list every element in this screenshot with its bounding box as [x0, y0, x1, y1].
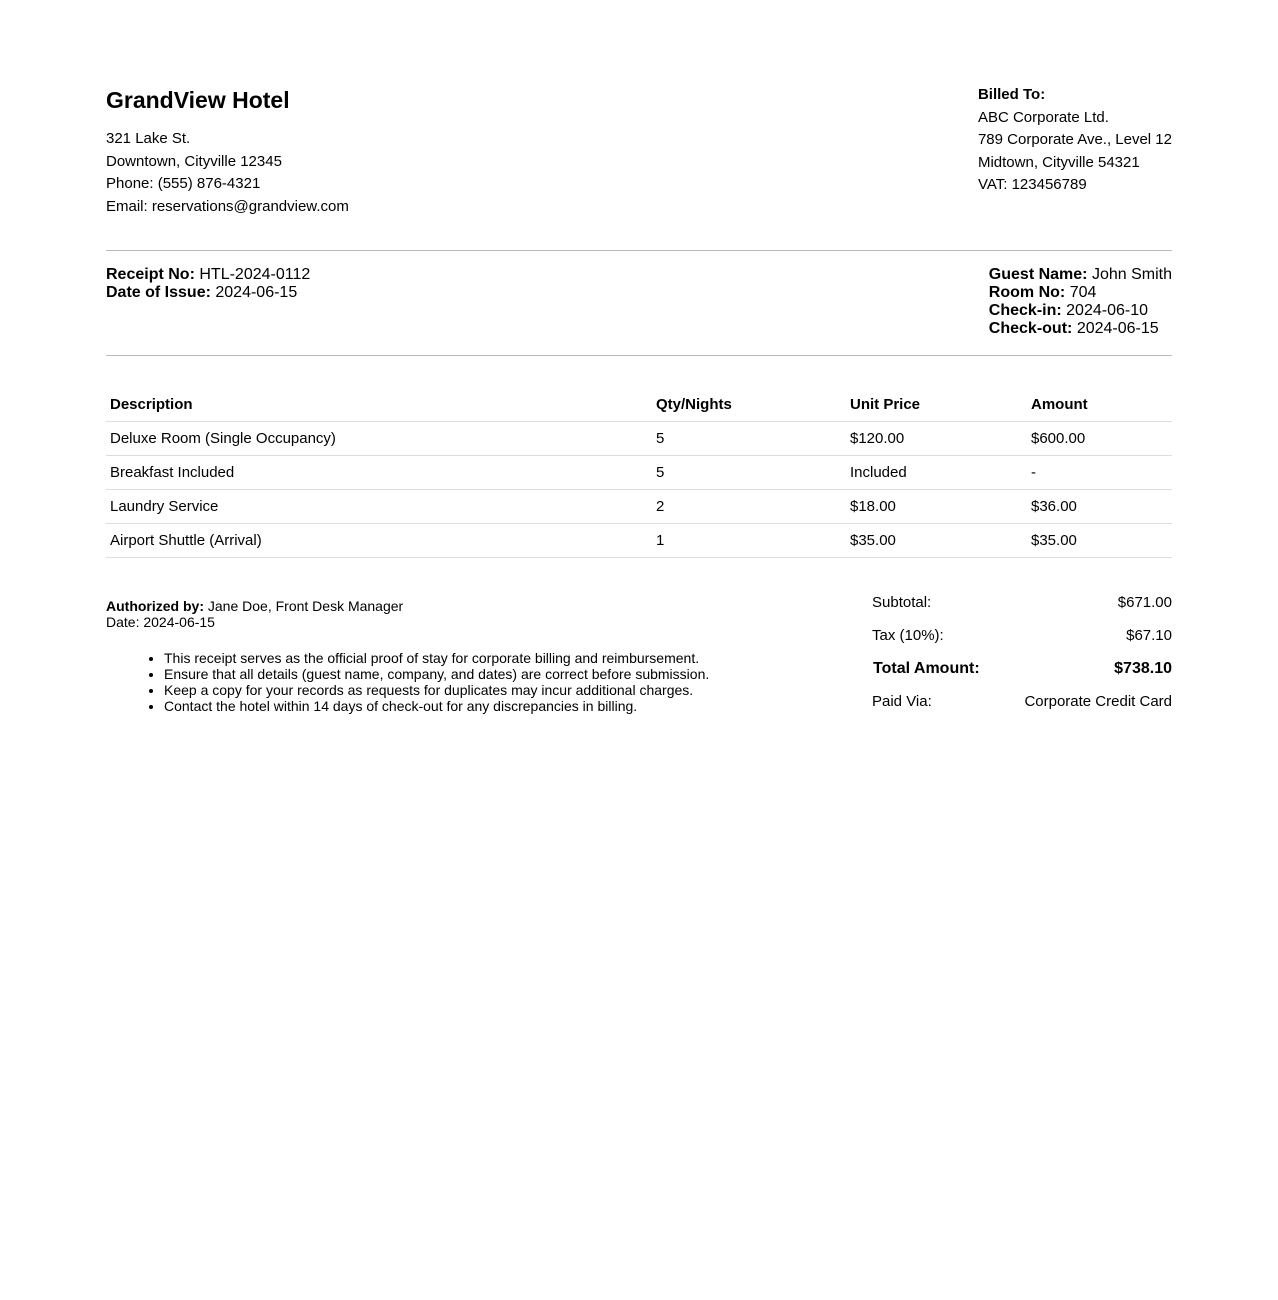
line-items-table [106, 387, 1172, 558]
tax-label: Tax (10%): [872, 627, 944, 644]
checkin-date: 2024-06-10 [1066, 302, 1148, 319]
list-item: • This receipt serves as the official proof of stay for corporate billing and reimbursement. [164, 650, 864, 666]
total-row [872, 652, 1172, 685]
room-number-label: Room No: [988, 284, 1066, 301]
cell-amount: $36.00 [1027, 490, 1172, 524]
cell-amount: $35.00 [1027, 524, 1172, 558]
cell-qty: 1 [652, 524, 846, 558]
cell-qty: 2 [652, 490, 846, 524]
authorization-date: Date: 2024-06-15 [106, 614, 215, 630]
divider [106, 355, 1172, 356]
billed-to-address-line1: 789 Corporate Ave., Level 12 [977, 131, 1172, 148]
table-row [106, 422, 1172, 456]
guest-name-label: Guest Name: [988, 266, 1088, 283]
subtotal-label: Subtotal: [872, 594, 932, 611]
guest-meta [989, 266, 1172, 338]
receipt-number: HTL-2024-0112 [199, 266, 311, 283]
tax-value: $67.10 [1126, 627, 1172, 644]
cell-description: Deluxe Room (Single Occupancy) [106, 422, 652, 456]
hotel-name: GrandView Hotel [106, 87, 290, 113]
table-header-row [106, 387, 1172, 422]
table-row [106, 456, 1172, 490]
authorized-by: Jane Doe, Front Desk Manager [207, 598, 404, 614]
paid-via-value: Corporate Credit Card [1024, 693, 1172, 710]
authorized-by-label: Authorized by: [106, 598, 204, 614]
list-item: • Contact the hotel within 14 days of check-out for any discrepancies in billing. [164, 698, 864, 714]
billed-to-title: Billed To: [977, 86, 1046, 103]
column-header-unit-price: Unit Price [846, 387, 1027, 422]
cell-description: Airport Shuttle (Arrival) [106, 524, 652, 558]
checkin-label: Check-in: [988, 302, 1062, 319]
hotel-phone: Phone: (555) 876-4321 [106, 175, 261, 192]
billed-to-vat: VAT: 123456789 [977, 176, 1087, 193]
cell-qty: 5 [652, 422, 846, 456]
total-label: Total Amount: [873, 659, 980, 677]
subtotal-row [872, 586, 1172, 619]
billed-to-company: ABC Corporate Ltd. [977, 108, 1109, 126]
divider [106, 250, 1172, 251]
column-header-description: Description [106, 387, 652, 422]
tax-row [872, 619, 1172, 652]
paid-via-label: Paid Via: [872, 693, 932, 710]
hotel-info [106, 86, 349, 218]
authorization [106, 598, 403, 630]
list-item: • Keep a copy for your records as requests for duplicates may incur additional charges. [164, 682, 864, 698]
cell-amount: $600.00 [1027, 422, 1172, 456]
hotel-email: Email: reservations@grandview.com [106, 197, 349, 215]
receipt-page [106, 0, 1172, 714]
payment-row [872, 685, 1172, 718]
receipt-meta [106, 266, 310, 302]
issue-date: 2024-06-15 [215, 284, 298, 301]
table-row [106, 524, 1172, 558]
hotel-address-line1: 321 Lake St. [106, 130, 191, 147]
billed-to-address-line2: Midtown, Cityville 54321 [977, 153, 1140, 171]
column-header-qty: Qty/Nights [652, 387, 846, 422]
list-item: • Ensure that all details (guest name, company, and dates) are correct before submission. [164, 666, 864, 682]
notes-list [106, 650, 864, 714]
cell-unit-price: Included [846, 456, 1027, 490]
checkout-label: Check-out: [988, 320, 1073, 337]
cell-unit-price: $120.00 [846, 422, 1027, 456]
subtotal-value: $671.00 [1117, 594, 1172, 611]
total-value: $738.10 [1114, 659, 1172, 677]
billed-to [978, 84, 1172, 197]
cell-unit-price: $18.00 [846, 490, 1027, 524]
cell-unit-price: $35.00 [846, 524, 1027, 558]
cell-qty: 5 [652, 456, 846, 490]
cell-description: Laundry Service [106, 490, 652, 524]
guest-name: John Smith [1091, 266, 1172, 283]
cell-description: Breakfast Included [106, 456, 652, 490]
receipt-number-label: Receipt No: [106, 266, 195, 283]
receipt-header [106, 0, 1172, 250]
room-number: 704 [1069, 284, 1097, 301]
checkout-date: 2024-06-15 [1076, 320, 1159, 337]
table-row [106, 490, 1172, 524]
issue-date-label: Date of Issue: [106, 284, 211, 301]
hotel-address-line2: Downtown, Cityville 12345 [106, 152, 282, 170]
column-header-amount: Amount [1027, 387, 1172, 422]
totals-summary [872, 586, 1172, 718]
cell-amount: - [1027, 456, 1172, 490]
